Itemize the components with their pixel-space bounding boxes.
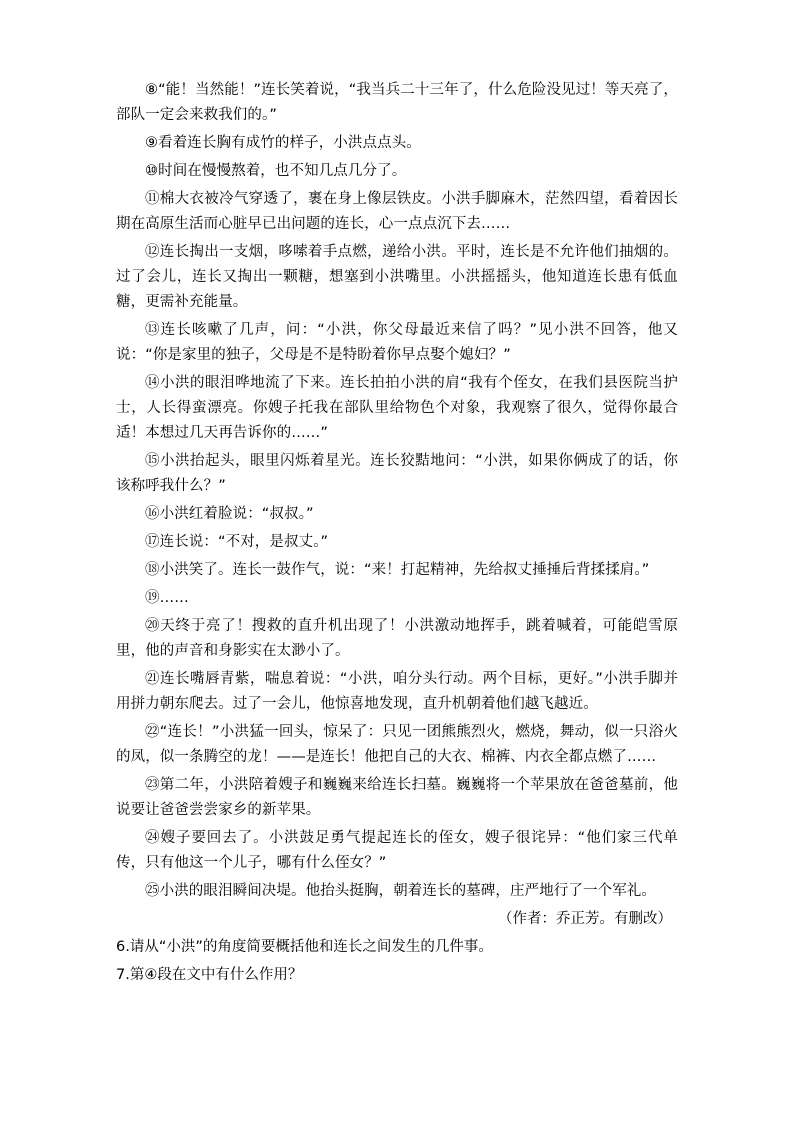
document-page bbox=[116, 78, 678, 991]
paragraph-20: ⑳天终于亮了！搜救的直升机出现了！小洪激动地挥手，跳着喊着，可能皑雪原里，他的声音和身影实在太渺小了。 bbox=[116, 618, 678, 659]
paragraph-23: ㉓第二年，小洪陪着嫂子和巍巍来给连长扫墓。巍巍将一个苹果放在爸爸墓前，他说要让爸爸尝尝家乡的新苹果。 bbox=[116, 777, 678, 818]
paragraph-9: ⑨看着连长胸有成竹的样子，小洪点点头。 bbox=[145, 135, 421, 151]
paragraph-8: ⑧“能！当然能！”连长笑着说，“我当兵二十三年了，什么危险没见过！等天亮了，部队一定会来救我们的。” bbox=[116, 82, 678, 123]
paragraph-19: ⑲…… bbox=[145, 590, 189, 606]
paragraph-17: ⑰连长说：“不对，是叔丈。” bbox=[145, 534, 329, 550]
paragraph-18: ⑱小洪笑了。连长一鼓作气，说：“来！打起精神，先给叔丈捶捶后背揉揉肩。” bbox=[145, 562, 650, 578]
paragraph-13: ⑬连长咳嗽了几声，问：“小洪，你父母最近来信了吗？”见小洪不回答，他又说：“你是家里的独子，父母是不是特盼着你早点娶个媳妇？” bbox=[116, 322, 678, 363]
paragraph-16: ⑯小洪红着脸说：“叔叔。” bbox=[145, 506, 314, 522]
paragraph-25: ㉕小洪的眼泪瞬间决堤。他抬头挺胸，朝着连长的墓碑，庄严地行了一个军礼。 bbox=[145, 883, 656, 899]
paragraph-24: ㉔嫂子要回去了。小洪鼓足勇气提起连长的侄女，嫂子很诧异：“他们家三代单传，只有他这一个儿子，哪有什么侄女？” bbox=[116, 830, 678, 871]
paragraph-15: ⑮小洪抬起头，眼里闪烁着星光。连长狡黠地问：“小洪，如果你俩成了的话，你该称呼我什么？” bbox=[116, 453, 678, 494]
paragraph-11: ⑪棉大衣被冷气穿透了，裹在身上像层铁皮。小洪手脚麻木，茫然四望，看着因长期在高原生活而心脏早已出问题的连长，心一点点沉下去…… bbox=[116, 191, 678, 232]
paragraph-21: ㉑连长嘴唇青紫，喘息着说：“小洪，咱分头行动。两个目标，更好。”小洪手脚并用拼力朝东爬去。过了一会儿，他惊喜地发现，直升机朝着他们越飞越近。 bbox=[116, 671, 678, 712]
paragraph-14: ⑭小洪的眼泪哗地流了下来。连长拍拍小洪的肩“我有个侄女，在我们县医院当护士，人长得蛮漂亮。你嫂子托我在部队里给物色个对象，我观察了很久，觉得你最合适！本想过几天再告诉你的……” bbox=[116, 375, 678, 441]
author-credit: （作者：乔正芳。有删改） bbox=[498, 911, 672, 927]
paragraph-12: ⑫连长掏出一支烟，哆嗦着手点燃，递给小洪。平时，连长是不允许他们抽烟的。过了会儿，连长又掏出一颗糖，想塞到小洪嘴里。小洪摇摇头，他知道连长患有低血糖，更需补充能量。 bbox=[116, 244, 678, 310]
question-6: 6.请从“小洪”的角度简要概括他和连长之间发生的几件事。 bbox=[116, 939, 493, 955]
paragraph-10: ⑩时间在慢慢熬着，也不知几点几分了。 bbox=[145, 163, 407, 179]
question-7: 7.第④段在文中有什么作用？ bbox=[116, 967, 303, 983]
paragraph-22: ㉒“连长！”小洪猛一回头，惊呆了：只见一团熊熊烈火，燃烧，舞动，似一只浴火的凤，似一条腾空的龙！——是连长！他把自己的大衣、棉裤、内衣全都点燃了…… bbox=[116, 724, 678, 765]
